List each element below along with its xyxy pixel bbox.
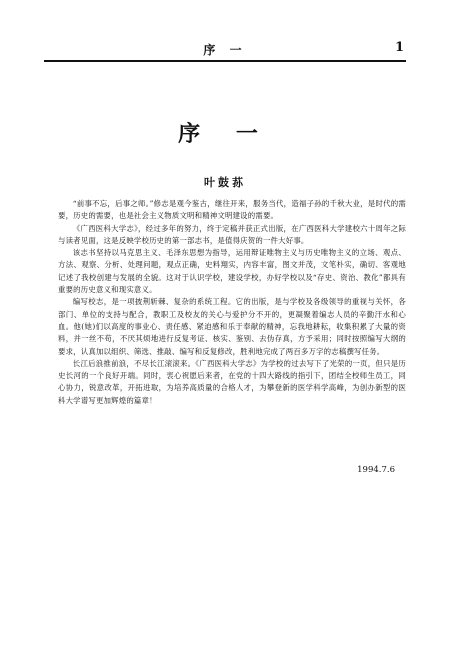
paragraph: 编写校志，是一项披荆斩棘、复杂的系统工程。它的出版，是与学校及各级领导的重视与关怀，各部门、单位的支持与配合，教职工及校友的关心与爱护分不开的，更凝聚着编志人员的辛勤汗水和心血。他(她)们以高度的事业心、责任感、紧迫感和乐于奉献的精神，忘我地耕耘，收集积累了大量的资料，并一丝不苟，不厌其烦地进行反复考证、核实、鉴别、去伪存真，方予采用；同时按照编写大纲的要求，认真加以组织、筛选、推敲、编写和反复修改，胜利地完成了两百多万字的志稿撰写任务。 bbox=[58, 297, 406, 356]
chapter-title: 序 一 bbox=[178, 121, 272, 147]
page-number: 1 bbox=[394, 40, 404, 55]
running-header-title: 序 一 bbox=[203, 43, 247, 57]
header-rule bbox=[44, 60, 406, 62]
signature-date: 1994.7.6 bbox=[357, 465, 395, 475]
paragraph: 该志书坚持以马克思主义、毛泽东思想为指导，运用辩证唯物主义与历史唯物主义的立场、观点、方法、观察、分析、处理问题，观点正确，史料翔实，内容丰富，图文并茂，文笔朴实，确切、客观地记述了我校创建与发展的全貌。这对于认识学校，建设学校，办好学校以及“存史、资治、教化”都具有重要的历史意义和现实意义。 bbox=[58, 248, 406, 295]
paragraph: 《广西医科大学志》，经过多年的努力，终于定稿并获正式出版，在广西医科大学建校六十周年之际与读者见面，这是反映学校历史的第一部志书，是值得庆贺的一件大好事。 bbox=[58, 223, 406, 245]
paragraph: “前事不忘，后事之师。”修志是观今鉴古，继往开来，服务当代，造福子孙的千秋大业，是时代的需要，历史的需要，也是社会主义物质文明和精神文明建设的需要。 bbox=[58, 199, 406, 221]
paragraph: 长江后浪推前浪，不尽长江滚滚来。《广西医科大学志》为学校的过去写下了光荣的一页，但只是历史长河的一个良好开端。同时，衷心祝愿后来者，在党的十四大路线的指引下，团结全校师生员工，同心协力，锐意改革，开拓进取，为培养高质量的合格人才，为攀登新的医学科学高峰，为创办新型的医科大学谱写更加辉煌的篇章！ bbox=[58, 358, 406, 405]
preface-body bbox=[58, 198, 406, 407]
author-name: 叶鼓荪 bbox=[204, 176, 246, 189]
